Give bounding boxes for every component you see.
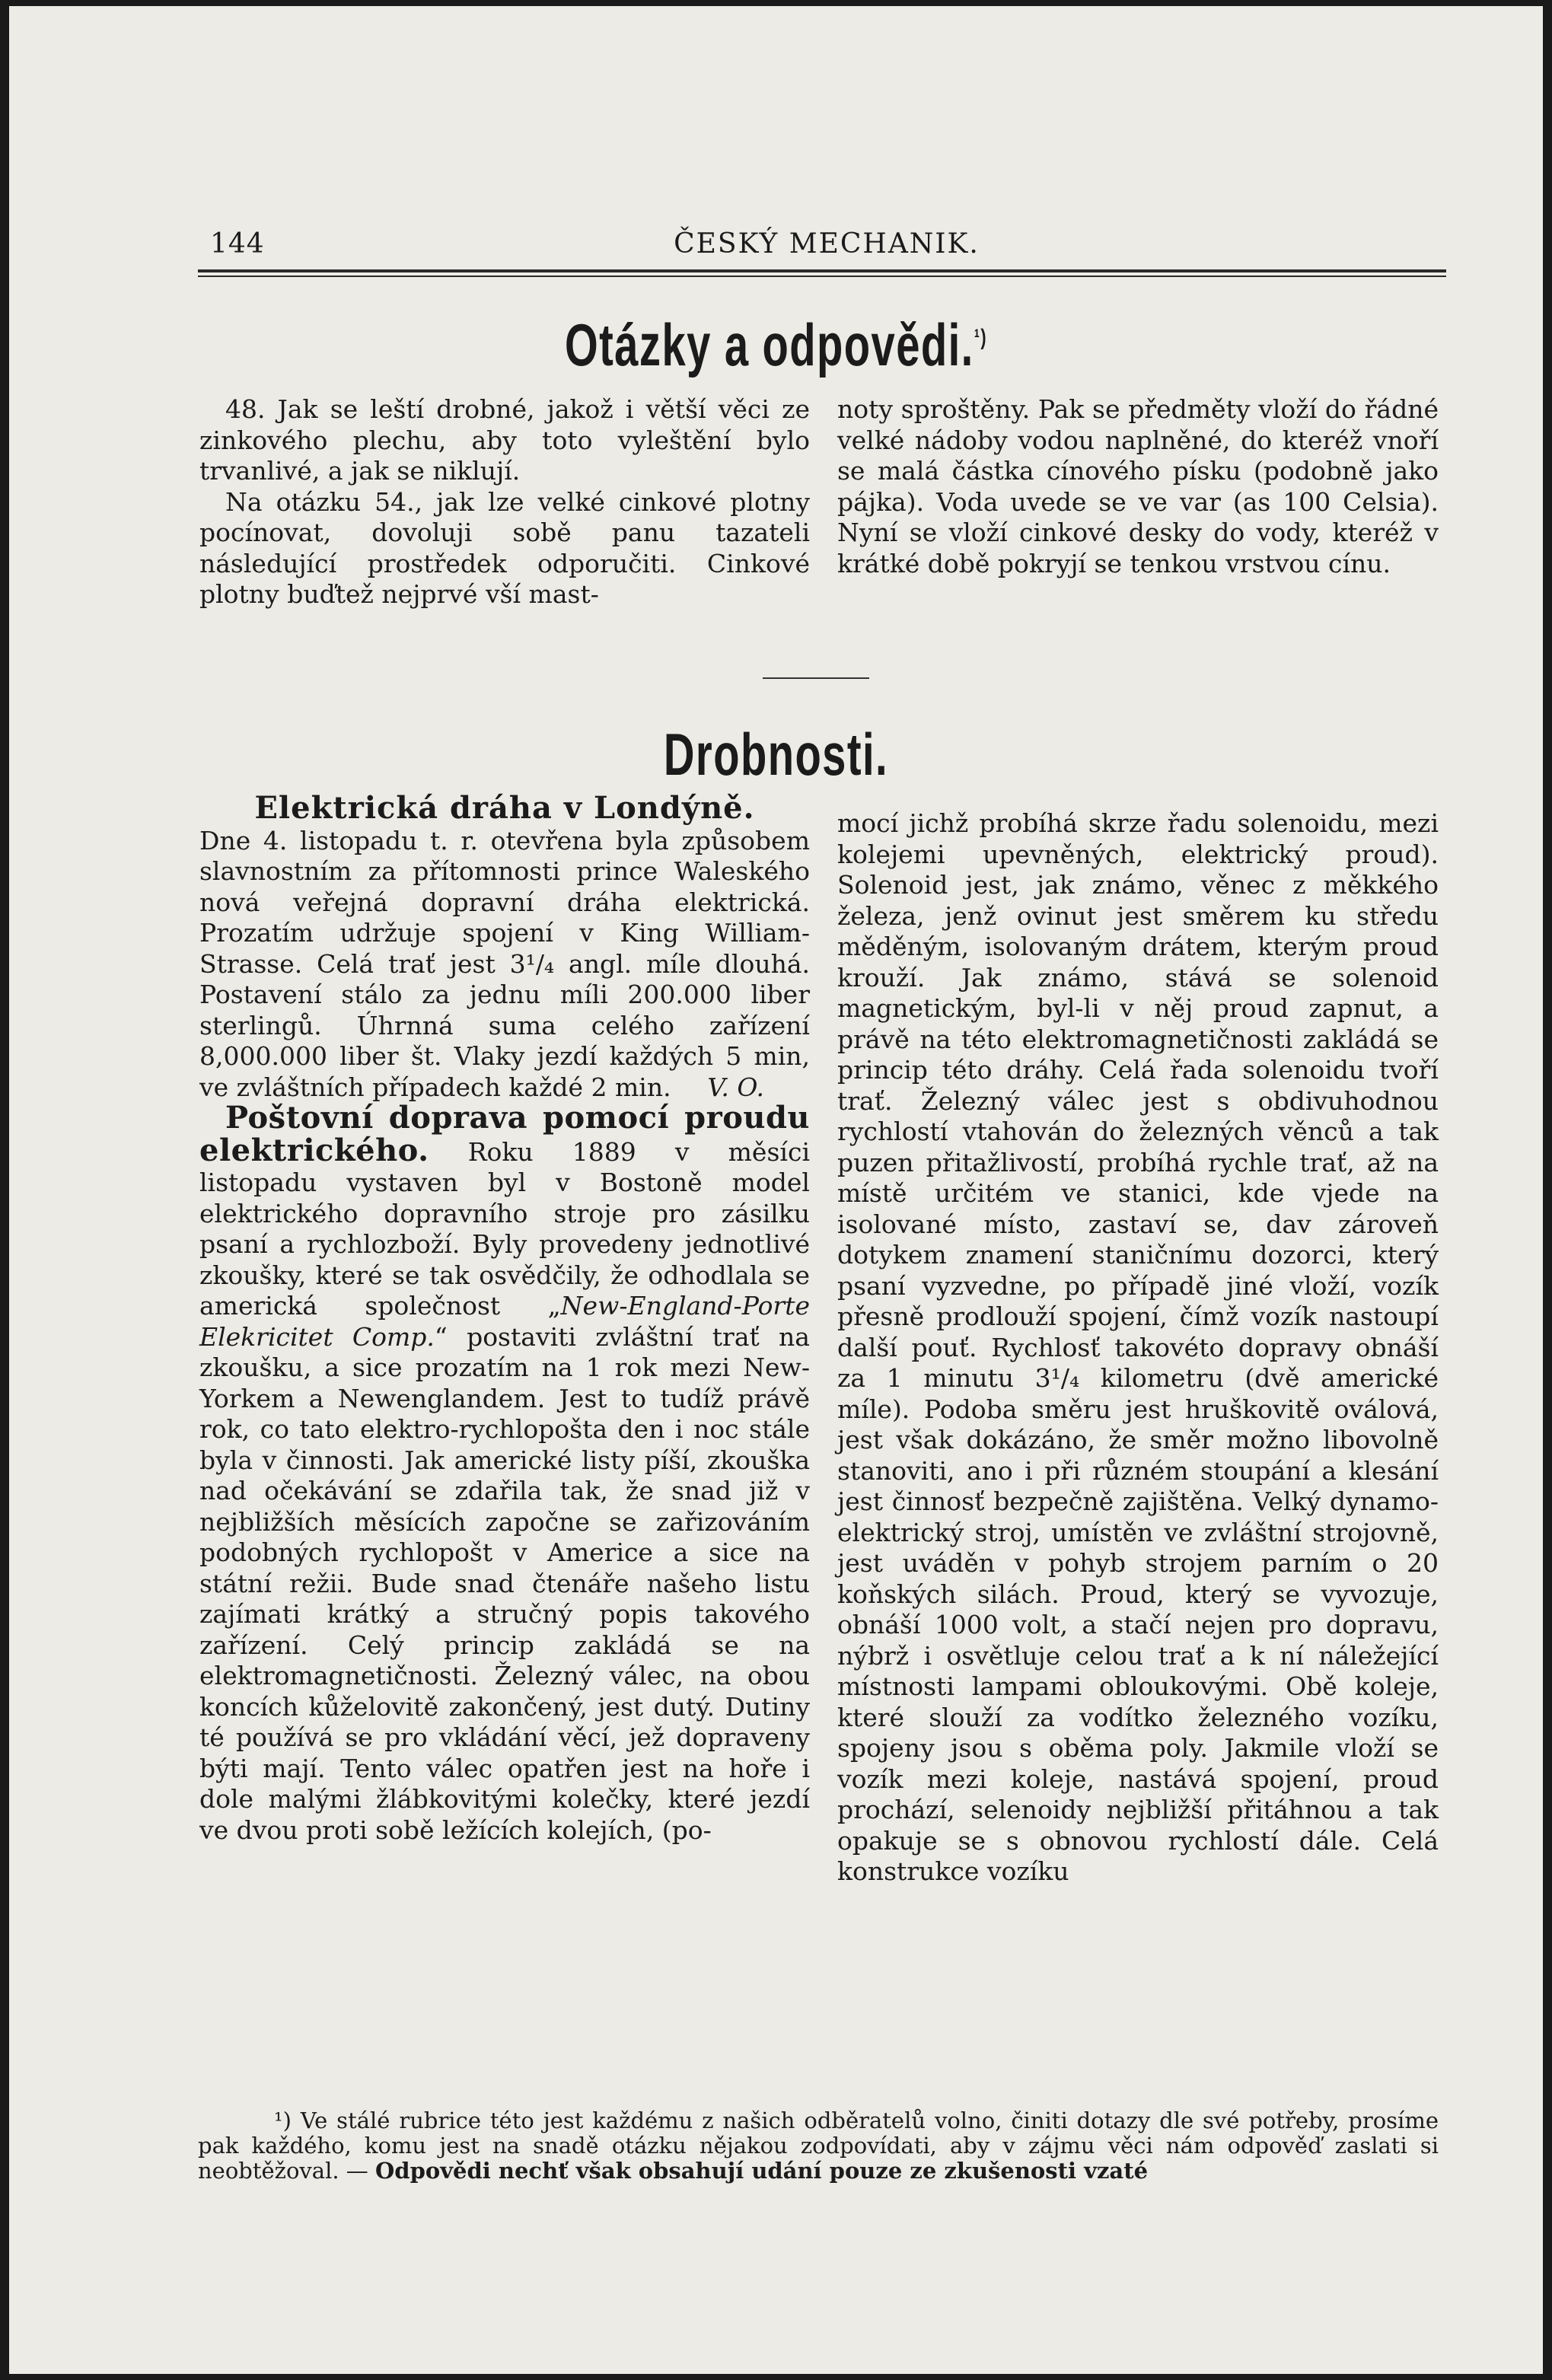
footnote-text-bold: Odpovědi nechť však obsahují udání pouze ze zkušenosti vzaté [375, 2158, 1149, 2184]
qa-answer-continued: noty sproštěny. Pak se předměty vloží do řádné velké nádoby vodou naplněné, do kteréž vnoří se malá částka cínového písku (podobně jako pájka). Voda uvede se ve var (as 100 Celsia). Nyní se vloží cinkové desky do vody, kteréž v krátké době pokryjí se tenkou vrstvou cínu. [837, 394, 1439, 578]
section-title-questions [224, 311, 1328, 380]
section-separator [763, 677, 869, 679]
article-heading-london: Elektrická dráha v Londýně. [254, 790, 755, 826]
header-rule-thin [198, 276, 1446, 277]
header-rule [198, 269, 1446, 272]
footnote-text: ¹) Ve stálé rubrice této jest každému z našich odběratelů volno, činiti dotazy dle své potřeby, prosíme pak každého, komu jest na snadě otázku nějakou zodpovídati, aby v zájmu věci nám odpověď zaslati si neobtěžoval. — [198, 2108, 1439, 2184]
qa-answer-54: Na otázku 54., jak lze velké cinkové plotny pocínovat, dovoluji sobě panu tazateli následující prostředek odporučiti. Cinkové plotny buďtež nejprvé vší mast- [199, 486, 810, 609]
article-heading-post: Poštovní doprava pomocí proudu elektrického. [199, 1100, 810, 1168]
footnote-marker: ¹) [974, 325, 987, 350]
article-text-post-continued: mocí jichž probíhá skrze řadu solenoidu, mezi kolejemi upevněných, elektrický proud). Solenoid jest, jak známo, věnec z měkkého železa, jenž ovinut jest směrem ku středu měděným, isolovaným drátem, kterým proud krouží. Jak známo, stává se solenoid magnetickým, byl-li v něj proud zapnut, a právě na této elektromagnetičnosti zakládá se princip této dráhy. Celá řada solenoidu tvoří trať. Železný válec jest s obdivuhodnou rychlostí vtahován do železných věnců a tak puzen přitažlivostí, probíhá rychle trať, až na místě určitém ve stanici, kde vjede na isolované místo, zastaví se, dav zároveň dotykem znamení staničnímu dozorci, který psaní vyzvedne, po případě jiné vloží, vozík přesně prodlouží spojení, čímž vozík nastoupí další pouť. Rychlosť takovéto dopravy obnáší za 1 minutu 3¹/₄ kilometru (dvě americké míle). Podoba směru jest hruškovitě oválová, jest však dokázáno, že směr možno libovolně stanoviti, ano i při různém stoupání a klesání jest činnosť bezpečně zajištěna. Velký dynamo-elektrický stroj, umístěn ve zvláštní strojovně, jest uváděn v pohyb strojem parním o 20 koňských silách. Proud, který se vyvozuje, obnáší 1000 volt, a stačí nejen pro dopravu, nýbrž i osvětluje celou trať a k ní náležející místnosti lampami obloukovými. Obě koleje, které slouží za vodítko železného vozíku, spojeny jsou s oběma poly. Jakmile vloží se vozík mezi koleje, nastává spojení, proud prochází, selenoidy nejbližší přitáhnou a tak opakuje se s obnovou rychlostí dále. Celá konstrukce vozíku [837, 808, 1439, 1886]
article-signature: V. O. [707, 1072, 764, 1102]
article-text-london: Dne 4. listopadu t. r. otevřena byla způsobem slavnostním za přítomnosti prince Waleského nová veřejná dopravní dráha elektrická. Prozatím udržuje spojení v King William-Strasse. Celá trať jest 3¹/₄ angl. míle dlouhá. Postavení stálo za jednu míli 200.000 liber sterlingů. Úhrnná suma celého zařízení 8,000.000 liber št. Vlaky jezdí každých 5 min, ve zvláštních případech každé 2 min. [199, 825, 810, 1102]
qa-column-right [837, 394, 1439, 579]
qa-column-left [199, 394, 810, 610]
company-name: New-England-Porte Elekricitet Comp. [199, 1291, 810, 1352]
drobnosti-column-left [199, 790, 810, 1846]
footnote-paragraph [198, 2108, 1439, 2184]
article-text-post-b: “ postaviti zvláštní trať na zkoušku, a sice prozatím na 1 rok mezi New-Yorkem a Newenglandem. Jest to tudíž právě rok, co tato elektro-rychlopošta den i noc stále byla v činnosti. Jak americké listy píší, zkouška nad očekávání se zdařila tak, že snad již v nejbližších měsících započne se zařizováním podobných rychlopošt v Americe a sice na státní režii. Bude snad čtenáře našeho listu zajímati krátký a stručný popis takového zařízení. Celý princip zakládá se na elektromagnetičnosti. Železný válec, na obou koncích kůželovitě zakončený, jest dutý. Dutiny té používá se pro vkládání věcí, jež dopraveny býti mají. Tento válec opatřen jest na hoře i dole malými žlábkovitými kolečky, které jezdí ve dvou proti sobě ležících kolejích, (po- [199, 1321, 810, 1845]
qa-question-48: 48. Jak se leští drobné, jakož i větší věci ze zinkového plechu, aby toto vyleštění bylo trvanlivé, a jak se niklují. [199, 394, 810, 486]
section-title-questions-text: Otázky a odpovědi. [564, 311, 974, 378]
footnote [198, 2108, 1439, 2184]
page [9, 6, 1543, 2374]
section-title-drobnosti: Drobnosti. [663, 721, 889, 788]
article-body-post [199, 1100, 810, 1846]
drobnosti-column-right [837, 808, 1439, 1888]
page-number: 144 [210, 228, 265, 260]
page-header [210, 222, 1443, 268]
journal-title: ČESKÝ MECHANIK. [674, 228, 980, 260]
article-text-post-a: Roku 1889 v měsíci listopadu vystaven byl v Bostoně model elektrického dopravního stroje pro zásilku psaní a rychlozboží. Byly provedeny jednotlivé zkoušky, které se tak osvědčily, že odhodlala se americká společnost „ [199, 1136, 810, 1321]
article-body-london [199, 826, 810, 1104]
